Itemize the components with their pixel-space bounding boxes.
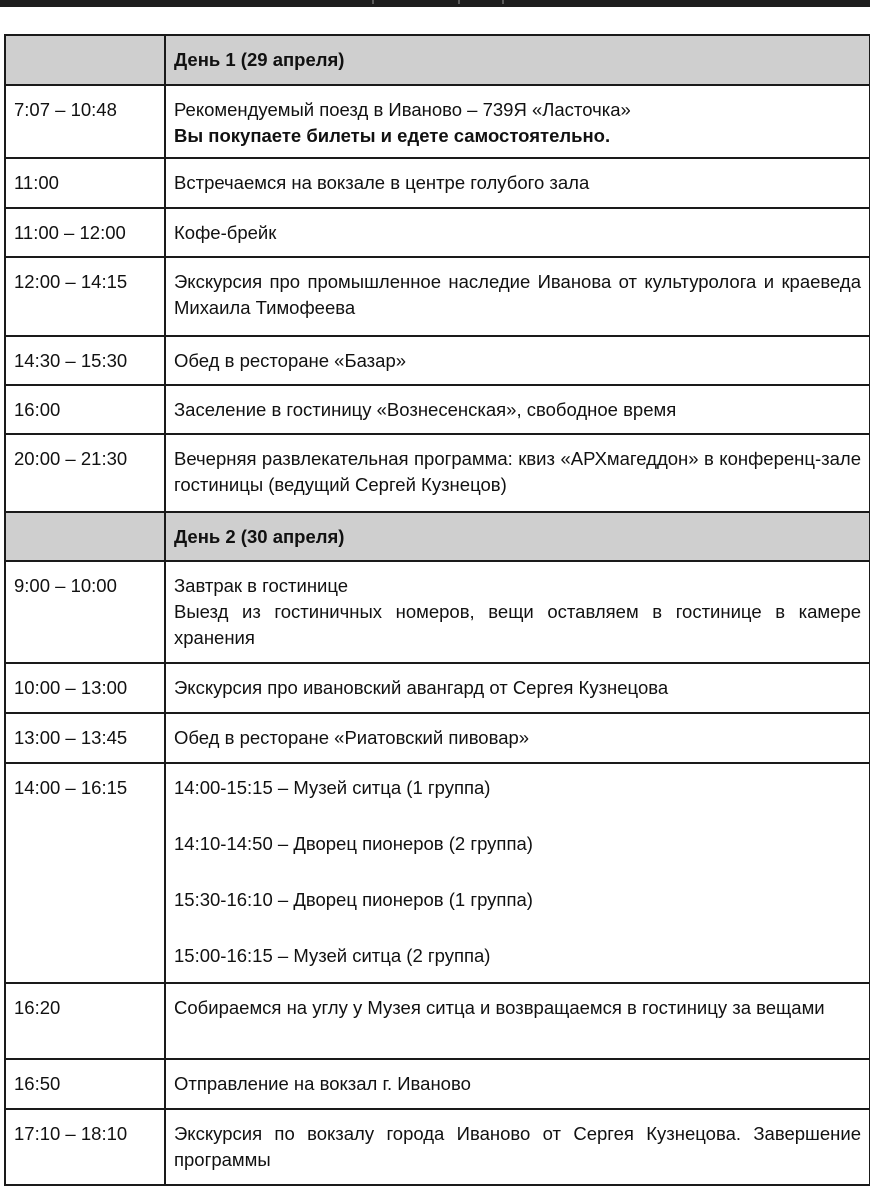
sub-event-item: 14:00-15:15 – Музей ситца (1 группа) bbox=[174, 777, 491, 798]
time-cell: 14:30 – 15:30 bbox=[5, 336, 165, 385]
time-cell: 9:00 – 10:00 bbox=[5, 561, 165, 663]
time-cell: 16:20 bbox=[5, 983, 165, 1059]
table-row bbox=[5, 1109, 870, 1185]
description-bold-note: Вы покупаете билеты и едете самостоятельно. bbox=[174, 125, 611, 146]
top-status-strip bbox=[0, 0, 870, 7]
table-row bbox=[5, 208, 870, 257]
time-cell: 7:07 – 10:48 bbox=[5, 85, 165, 158]
table-row bbox=[5, 561, 870, 663]
top-strip-mark bbox=[372, 0, 374, 4]
time-cell: 13:00 – 13:45 bbox=[5, 713, 165, 763]
description-cell: Встречаемся на вокзале в центре голубого зала bbox=[165, 158, 870, 208]
description-line: Рекомендуемый поезд в Иваново – 739Я «Ласточка» bbox=[174, 99, 631, 120]
time-cell: 16:50 bbox=[5, 1059, 165, 1109]
description-cell: Экскурсия про промышленное наследие Иванова от культуролога и краеведа Михаила Тимофеева bbox=[165, 257, 870, 336]
description-cell bbox=[165, 85, 870, 158]
description-cell: Отправление на вокзал г. Иваново bbox=[165, 1059, 870, 1109]
time-cell: 10:00 – 13:00 bbox=[5, 663, 165, 713]
table-row bbox=[5, 85, 870, 158]
description-cell: Вечерняя развлекательная программа: квиз «АРХмагеддон» в конференц-зале гостиницы (ведущий Сергей Кузнецов) bbox=[165, 434, 870, 512]
time-cell: 12:00 – 14:15 bbox=[5, 257, 165, 336]
description-cell: Обед в ресторане «Риатовский пивовар» bbox=[165, 713, 870, 763]
sub-event-item: 15:00-16:15 – Музей ситца (2 группа) bbox=[174, 945, 491, 966]
table-row bbox=[5, 336, 870, 385]
time-cell: 16:00 bbox=[5, 385, 165, 434]
description-cell: Кофе-брейк bbox=[165, 208, 870, 257]
time-cell: 17:10 – 18:10 bbox=[5, 1109, 165, 1185]
table-row bbox=[5, 663, 870, 713]
table-row bbox=[5, 983, 870, 1059]
day-header-empty-cell bbox=[5, 512, 165, 561]
table-row bbox=[5, 763, 870, 983]
table-row bbox=[5, 385, 870, 434]
time-cell: 14:00 – 16:15 bbox=[5, 763, 165, 983]
table-row bbox=[5, 1059, 870, 1109]
time-cell: 20:00 – 21:30 bbox=[5, 434, 165, 512]
sub-event-item: 14:10-14:50 – Дворец пионеров (2 группа) bbox=[174, 833, 533, 854]
day-header-empty-cell bbox=[5, 35, 165, 85]
table-row bbox=[5, 257, 870, 336]
description-cell bbox=[165, 763, 870, 983]
description-cell bbox=[165, 561, 870, 663]
description-line: Завтрак в гостинице bbox=[174, 575, 349, 596]
description-cell: Заселение в гостиницу «Вознесенская», свободное время bbox=[165, 385, 870, 434]
table-row bbox=[5, 158, 870, 208]
time-cell: 11:00 – 12:00 bbox=[5, 208, 165, 257]
table-row bbox=[5, 713, 870, 763]
day-header-title: День 2 (30 апреля) bbox=[165, 512, 870, 561]
top-strip-mark bbox=[502, 0, 504, 4]
description-cell: Экскурсия по вокзалу города Иваново от Сергея Кузнецова. Завершение программы bbox=[165, 1109, 870, 1185]
table-row bbox=[5, 434, 870, 512]
day-header-row bbox=[5, 512, 870, 561]
description-line: Выезд из гостиничных номеров, вещи оставляем в гостинице в камере хранения bbox=[174, 601, 861, 648]
description-cell: Обед в ресторане «Базар» bbox=[165, 336, 870, 385]
description-cell: Собираемся на углу у Музея ситца и возвращаемся в гостиницу за вещами bbox=[165, 983, 870, 1059]
time-cell: 11:00 bbox=[5, 158, 165, 208]
schedule-table bbox=[4, 34, 870, 1186]
day-header-title: День 1 (29 апреля) bbox=[165, 35, 870, 85]
top-strip-mark bbox=[458, 0, 460, 4]
description-cell: Экскурсия про ивановский авангард от Сергея Кузнецова bbox=[165, 663, 870, 713]
day-header-row bbox=[5, 35, 870, 85]
sub-event-item: 15:30-16:10 – Дворец пионеров (1 группа) bbox=[174, 889, 533, 910]
